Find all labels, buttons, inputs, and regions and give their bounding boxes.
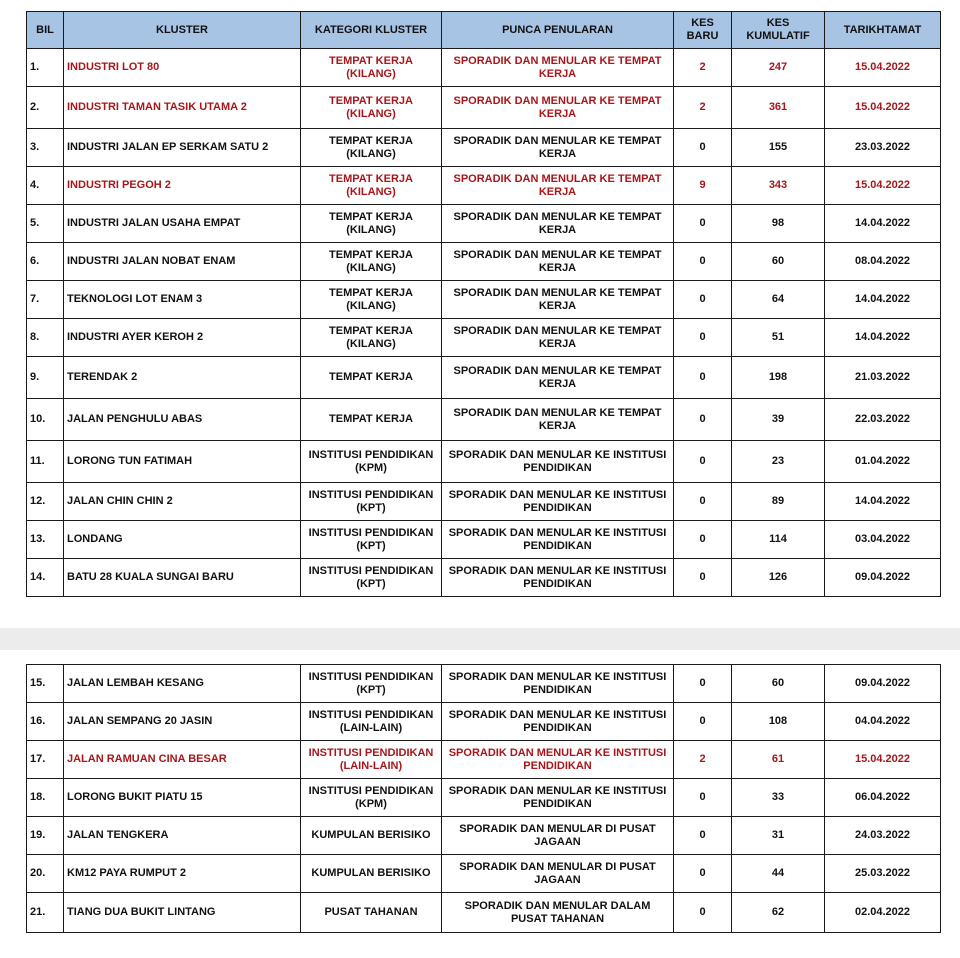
cell-kluster: INDUSTRI LOT 80 bbox=[64, 49, 301, 87]
cell-kluster: TEKNOLOGI LOT ENAM 3 bbox=[64, 281, 301, 319]
cell-bil: 15. bbox=[27, 665, 64, 703]
cell-tarikh-tamat: 02.04.2022 bbox=[825, 893, 941, 933]
cell-kes-baru: 0 bbox=[674, 779, 732, 817]
table-row bbox=[27, 319, 941, 357]
cell-kes-baru: 2 bbox=[674, 741, 732, 779]
cell-kategori: INSTITUSI PENDIDIKAN (KPM) bbox=[301, 779, 442, 817]
cell-kes-baru: 2 bbox=[674, 87, 732, 129]
cell-punca: SPORADIK DAN MENULAR KE INSTITUSI PENDIDIKAN bbox=[442, 665, 674, 703]
cell-kluster: INDUSTRI JALAN EP SERKAM SATU 2 bbox=[64, 129, 301, 167]
cell-kes-kumulatif: 247 bbox=[732, 49, 825, 87]
cell-bil: 9. bbox=[27, 357, 64, 399]
cell-kategori: TEMPAT KERJA (KILANG) bbox=[301, 243, 442, 281]
header-bil: BIL bbox=[27, 12, 64, 49]
cell-tarikh-tamat: 14.04.2022 bbox=[825, 319, 941, 357]
cell-punca: SPORADIK DAN MENULAR KE TEMPAT KERJA bbox=[442, 319, 674, 357]
cell-kes-kumulatif: 343 bbox=[732, 167, 825, 205]
cell-kluster: LORONG TUN FATIMAH bbox=[64, 441, 301, 483]
table-row bbox=[27, 665, 941, 703]
cell-kategori: TEMPAT KERJA (KILANG) bbox=[301, 319, 442, 357]
cell-kes-baru: 0 bbox=[674, 483, 732, 521]
cell-punca: SPORADIK DAN MENULAR DALAM PUSAT TAHANAN bbox=[442, 893, 674, 933]
header-kluster: KLUSTER bbox=[64, 12, 301, 49]
cell-tarikh-tamat: 15.04.2022 bbox=[825, 741, 941, 779]
cell-kategori: INSTITUSI PENDIDIKAN (KPT) bbox=[301, 521, 442, 559]
cell-kes-baru: 0 bbox=[674, 703, 732, 741]
cell-punca: SPORADIK DAN MENULAR KE TEMPAT KERJA bbox=[442, 49, 674, 87]
cell-kes-baru: 9 bbox=[674, 167, 732, 205]
cell-bil: 5. bbox=[27, 205, 64, 243]
cell-kategori: TEMPAT KERJA bbox=[301, 399, 442, 441]
table-row bbox=[27, 49, 941, 87]
cell-tarikh-tamat: 15.04.2022 bbox=[825, 167, 941, 205]
cell-punca: SPORADIK DAN MENULAR KE TEMPAT KERJA bbox=[442, 129, 674, 167]
table-row bbox=[27, 779, 941, 817]
cell-bil: 2. bbox=[27, 87, 64, 129]
cell-kluster: LONDANG bbox=[64, 521, 301, 559]
table-row bbox=[27, 559, 941, 597]
table-row bbox=[27, 483, 941, 521]
cell-kes-baru: 0 bbox=[674, 281, 732, 319]
header-kes-kumulatif: KES KUMULATIF bbox=[732, 12, 825, 49]
cell-tarikh-tamat: 06.04.2022 bbox=[825, 779, 941, 817]
cell-kes-baru: 0 bbox=[674, 129, 732, 167]
cell-kes-baru: 0 bbox=[674, 441, 732, 483]
cell-bil: 10. bbox=[27, 399, 64, 441]
cell-kategori: TEMPAT KERJA (KILANG) bbox=[301, 167, 442, 205]
cell-kes-kumulatif: 98 bbox=[732, 205, 825, 243]
cell-tarikh-tamat: 15.04.2022 bbox=[825, 87, 941, 129]
cell-kategori: INSTITUSI PENDIDIKAN (KPT) bbox=[301, 483, 442, 521]
cell-bil: 1. bbox=[27, 49, 64, 87]
cell-kategori: INSTITUSI PENDIDIKAN (KPT) bbox=[301, 665, 442, 703]
cell-kategori: TEMPAT KERJA (KILANG) bbox=[301, 205, 442, 243]
table-row bbox=[27, 399, 941, 441]
table-header-row bbox=[27, 12, 941, 49]
cell-kategori: TEMPAT KERJA bbox=[301, 357, 442, 399]
cell-kes-kumulatif: 126 bbox=[732, 559, 825, 597]
cell-kes-baru: 0 bbox=[674, 205, 732, 243]
cell-punca: SPORADIK DAN MENULAR KE INSTITUSI PENDIDIKAN bbox=[442, 441, 674, 483]
table-row bbox=[27, 243, 941, 281]
cell-bil: 8. bbox=[27, 319, 64, 357]
cell-bil: 18. bbox=[27, 779, 64, 817]
cell-kluster: JALAN SEMPANG 20 JASIN bbox=[64, 703, 301, 741]
cell-punca: SPORADIK DAN MENULAR KE INSTITUSI PENDIDIKAN bbox=[442, 779, 674, 817]
cell-tarikh-tamat: 09.04.2022 bbox=[825, 559, 941, 597]
cell-kes-baru: 0 bbox=[674, 855, 732, 893]
cell-bil: 19. bbox=[27, 817, 64, 855]
cell-punca: SPORADIK DAN MENULAR KE INSTITUSI PENDIDIKAN bbox=[442, 741, 674, 779]
cell-tarikh-tamat: 21.03.2022 bbox=[825, 357, 941, 399]
page-separator bbox=[0, 628, 960, 650]
cell-tarikh-tamat: 14.04.2022 bbox=[825, 281, 941, 319]
cell-punca: SPORADIK DAN MENULAR KE TEMPAT KERJA bbox=[442, 243, 674, 281]
cell-kes-baru: 0 bbox=[674, 399, 732, 441]
cell-kes-baru: 0 bbox=[674, 559, 732, 597]
cell-bil: 3. bbox=[27, 129, 64, 167]
cell-kluster: JALAN RAMUAN CINA BESAR bbox=[64, 741, 301, 779]
cell-kategori: TEMPAT KERJA (KILANG) bbox=[301, 281, 442, 319]
cell-kluster: JALAN PENGHULU ABAS bbox=[64, 399, 301, 441]
table-row bbox=[27, 817, 941, 855]
cell-kategori: TEMPAT KERJA (KILANG) bbox=[301, 49, 442, 87]
cell-kes-baru: 0 bbox=[674, 357, 732, 399]
cell-kes-kumulatif: 60 bbox=[732, 665, 825, 703]
cell-punca: SPORADIK DAN MENULAR KE TEMPAT KERJA bbox=[442, 167, 674, 205]
cell-kes-kumulatif: 361 bbox=[732, 87, 825, 129]
cell-kluster: TIANG DUA BUKIT LINTANG bbox=[64, 893, 301, 933]
cell-kluster: JALAN TENGKERA bbox=[64, 817, 301, 855]
table-row bbox=[27, 87, 941, 129]
cluster-table-part-2 bbox=[26, 664, 941, 933]
cell-kategori: INSTITUSI PENDIDIKAN (LAIN-LAIN) bbox=[301, 703, 442, 741]
table-page-2 bbox=[0, 650, 960, 958]
table-row bbox=[27, 357, 941, 399]
header-kes-baru: KES BARU bbox=[674, 12, 732, 49]
cell-kes-kumulatif: 89 bbox=[732, 483, 825, 521]
cell-kes-kumulatif: 108 bbox=[732, 703, 825, 741]
cell-kes-kumulatif: 60 bbox=[732, 243, 825, 281]
cell-punca: SPORADIK DAN MENULAR KE TEMPAT KERJA bbox=[442, 399, 674, 441]
cell-kes-baru: 0 bbox=[674, 817, 732, 855]
cell-kes-baru: 0 bbox=[674, 665, 732, 703]
header-tarikh-tamat: TARIKHTAMAT bbox=[825, 12, 941, 49]
cell-tarikh-tamat: 08.04.2022 bbox=[825, 243, 941, 281]
cell-bil: 4. bbox=[27, 167, 64, 205]
table-row bbox=[27, 893, 941, 933]
cell-kluster: JALAN LEMBAH KESANG bbox=[64, 665, 301, 703]
cell-kes-kumulatif: 61 bbox=[732, 741, 825, 779]
cell-kategori: TEMPAT KERJA (KILANG) bbox=[301, 129, 442, 167]
cell-kluster: INDUSTRI AYER KEROH 2 bbox=[64, 319, 301, 357]
cell-kluster: TERENDAK 2 bbox=[64, 357, 301, 399]
cell-kes-kumulatif: 114 bbox=[732, 521, 825, 559]
cell-kluster: JALAN CHIN CHIN 2 bbox=[64, 483, 301, 521]
cell-tarikh-tamat: 01.04.2022 bbox=[825, 441, 941, 483]
cell-tarikh-tamat: 22.03.2022 bbox=[825, 399, 941, 441]
table-row bbox=[27, 205, 941, 243]
cell-punca: SPORADIK DAN MENULAR KE INSTITUSI PENDIDIKAN bbox=[442, 703, 674, 741]
cell-kes-kumulatif: 31 bbox=[732, 817, 825, 855]
cell-kes-kumulatif: 44 bbox=[732, 855, 825, 893]
cell-punca: SPORADIK DAN MENULAR KE INSTITUSI PENDIDIKAN bbox=[442, 559, 674, 597]
cell-punca: SPORADIK DAN MENULAR DI PUSAT JAGAAN bbox=[442, 817, 674, 855]
cell-kes-kumulatif: 62 bbox=[732, 893, 825, 933]
cell-kategori: TEMPAT KERJA (KILANG) bbox=[301, 87, 442, 129]
cell-tarikh-tamat: 24.03.2022 bbox=[825, 817, 941, 855]
cell-kes-baru: 0 bbox=[674, 243, 732, 281]
cell-punca: SPORADIK DAN MENULAR KE TEMPAT KERJA bbox=[442, 205, 674, 243]
cell-kes-baru: 0 bbox=[674, 319, 732, 357]
cell-kluster: LORONG BUKIT PIATU 15 bbox=[64, 779, 301, 817]
table-row bbox=[27, 129, 941, 167]
table-row bbox=[27, 703, 941, 741]
table-row bbox=[27, 281, 941, 319]
cell-tarikh-tamat: 03.04.2022 bbox=[825, 521, 941, 559]
cell-kluster: BATU 28 KUALA SUNGAI BARU bbox=[64, 559, 301, 597]
cell-tarikh-tamat: 14.04.2022 bbox=[825, 205, 941, 243]
cell-tarikh-tamat: 15.04.2022 bbox=[825, 49, 941, 87]
header-punca: PUNCA PENULARAN bbox=[442, 12, 674, 49]
cell-kes-kumulatif: 155 bbox=[732, 129, 825, 167]
cell-kategori: INSTITUSI PENDIDIKAN (KPM) bbox=[301, 441, 442, 483]
cell-kes-kumulatif: 33 bbox=[732, 779, 825, 817]
cell-kes-kumulatif: 23 bbox=[732, 441, 825, 483]
cell-kluster: INDUSTRI PEGOH 2 bbox=[64, 167, 301, 205]
cell-bil: 17. bbox=[27, 741, 64, 779]
cell-kes-kumulatif: 64 bbox=[732, 281, 825, 319]
cell-bil: 7. bbox=[27, 281, 64, 319]
cell-bil: 20. bbox=[27, 855, 64, 893]
cluster-table-part-1 bbox=[26, 11, 941, 597]
cell-kategori: INSTITUSI PENDIDIKAN (LAIN-LAIN) bbox=[301, 741, 442, 779]
cell-kluster: KM12 PAYA RUMPUT 2 bbox=[64, 855, 301, 893]
cell-tarikh-tamat: 04.04.2022 bbox=[825, 703, 941, 741]
cell-kategori: KUMPULAN BERISIKO bbox=[301, 817, 442, 855]
cell-tarikh-tamat: 14.04.2022 bbox=[825, 483, 941, 521]
cell-kes-baru: 2 bbox=[674, 49, 732, 87]
cell-punca: SPORADIK DAN MENULAR DI PUSAT JAGAAN bbox=[442, 855, 674, 893]
table-row bbox=[27, 741, 941, 779]
cell-bil: 6. bbox=[27, 243, 64, 281]
cell-punca: SPORADIK DAN MENULAR KE INSTITUSI PENDIDIKAN bbox=[442, 483, 674, 521]
table-row bbox=[27, 167, 941, 205]
cell-bil: 14. bbox=[27, 559, 64, 597]
cell-kes-kumulatif: 198 bbox=[732, 357, 825, 399]
cell-bil: 21. bbox=[27, 893, 64, 933]
cell-kategori: PUSAT TAHANAN bbox=[301, 893, 442, 933]
table-row bbox=[27, 521, 941, 559]
table-row bbox=[27, 441, 941, 483]
cell-kluster: INDUSTRI JALAN USAHA EMPAT bbox=[64, 205, 301, 243]
cell-bil: 16. bbox=[27, 703, 64, 741]
cell-kes-kumulatif: 39 bbox=[732, 399, 825, 441]
cell-punca: SPORADIK DAN MENULAR KE TEMPAT KERJA bbox=[442, 87, 674, 129]
cell-kes-kumulatif: 51 bbox=[732, 319, 825, 357]
cell-punca: SPORADIK DAN MENULAR KE INSTITUSI PENDIDIKAN bbox=[442, 521, 674, 559]
cell-bil: 13. bbox=[27, 521, 64, 559]
cell-kategori: KUMPULAN BERISIKO bbox=[301, 855, 442, 893]
cell-tarikh-tamat: 09.04.2022 bbox=[825, 665, 941, 703]
cell-kes-baru: 0 bbox=[674, 521, 732, 559]
table-row bbox=[27, 855, 941, 893]
cell-kategori: INSTITUSI PENDIDIKAN (KPT) bbox=[301, 559, 442, 597]
cell-punca: SPORADIK DAN MENULAR KE TEMPAT KERJA bbox=[442, 357, 674, 399]
cell-kluster: INDUSTRI TAMAN TASIK UTAMA 2 bbox=[64, 87, 301, 129]
cell-bil: 11. bbox=[27, 441, 64, 483]
cell-tarikh-tamat: 25.03.2022 bbox=[825, 855, 941, 893]
cell-kluster: INDUSTRI JALAN NOBAT ENAM bbox=[64, 243, 301, 281]
cell-bil: 12. bbox=[27, 483, 64, 521]
cell-punca: SPORADIK DAN MENULAR KE TEMPAT KERJA bbox=[442, 281, 674, 319]
header-kategori: KATEGORI KLUSTER bbox=[301, 12, 442, 49]
cell-tarikh-tamat: 23.03.2022 bbox=[825, 129, 941, 167]
cell-kes-baru: 0 bbox=[674, 893, 732, 933]
